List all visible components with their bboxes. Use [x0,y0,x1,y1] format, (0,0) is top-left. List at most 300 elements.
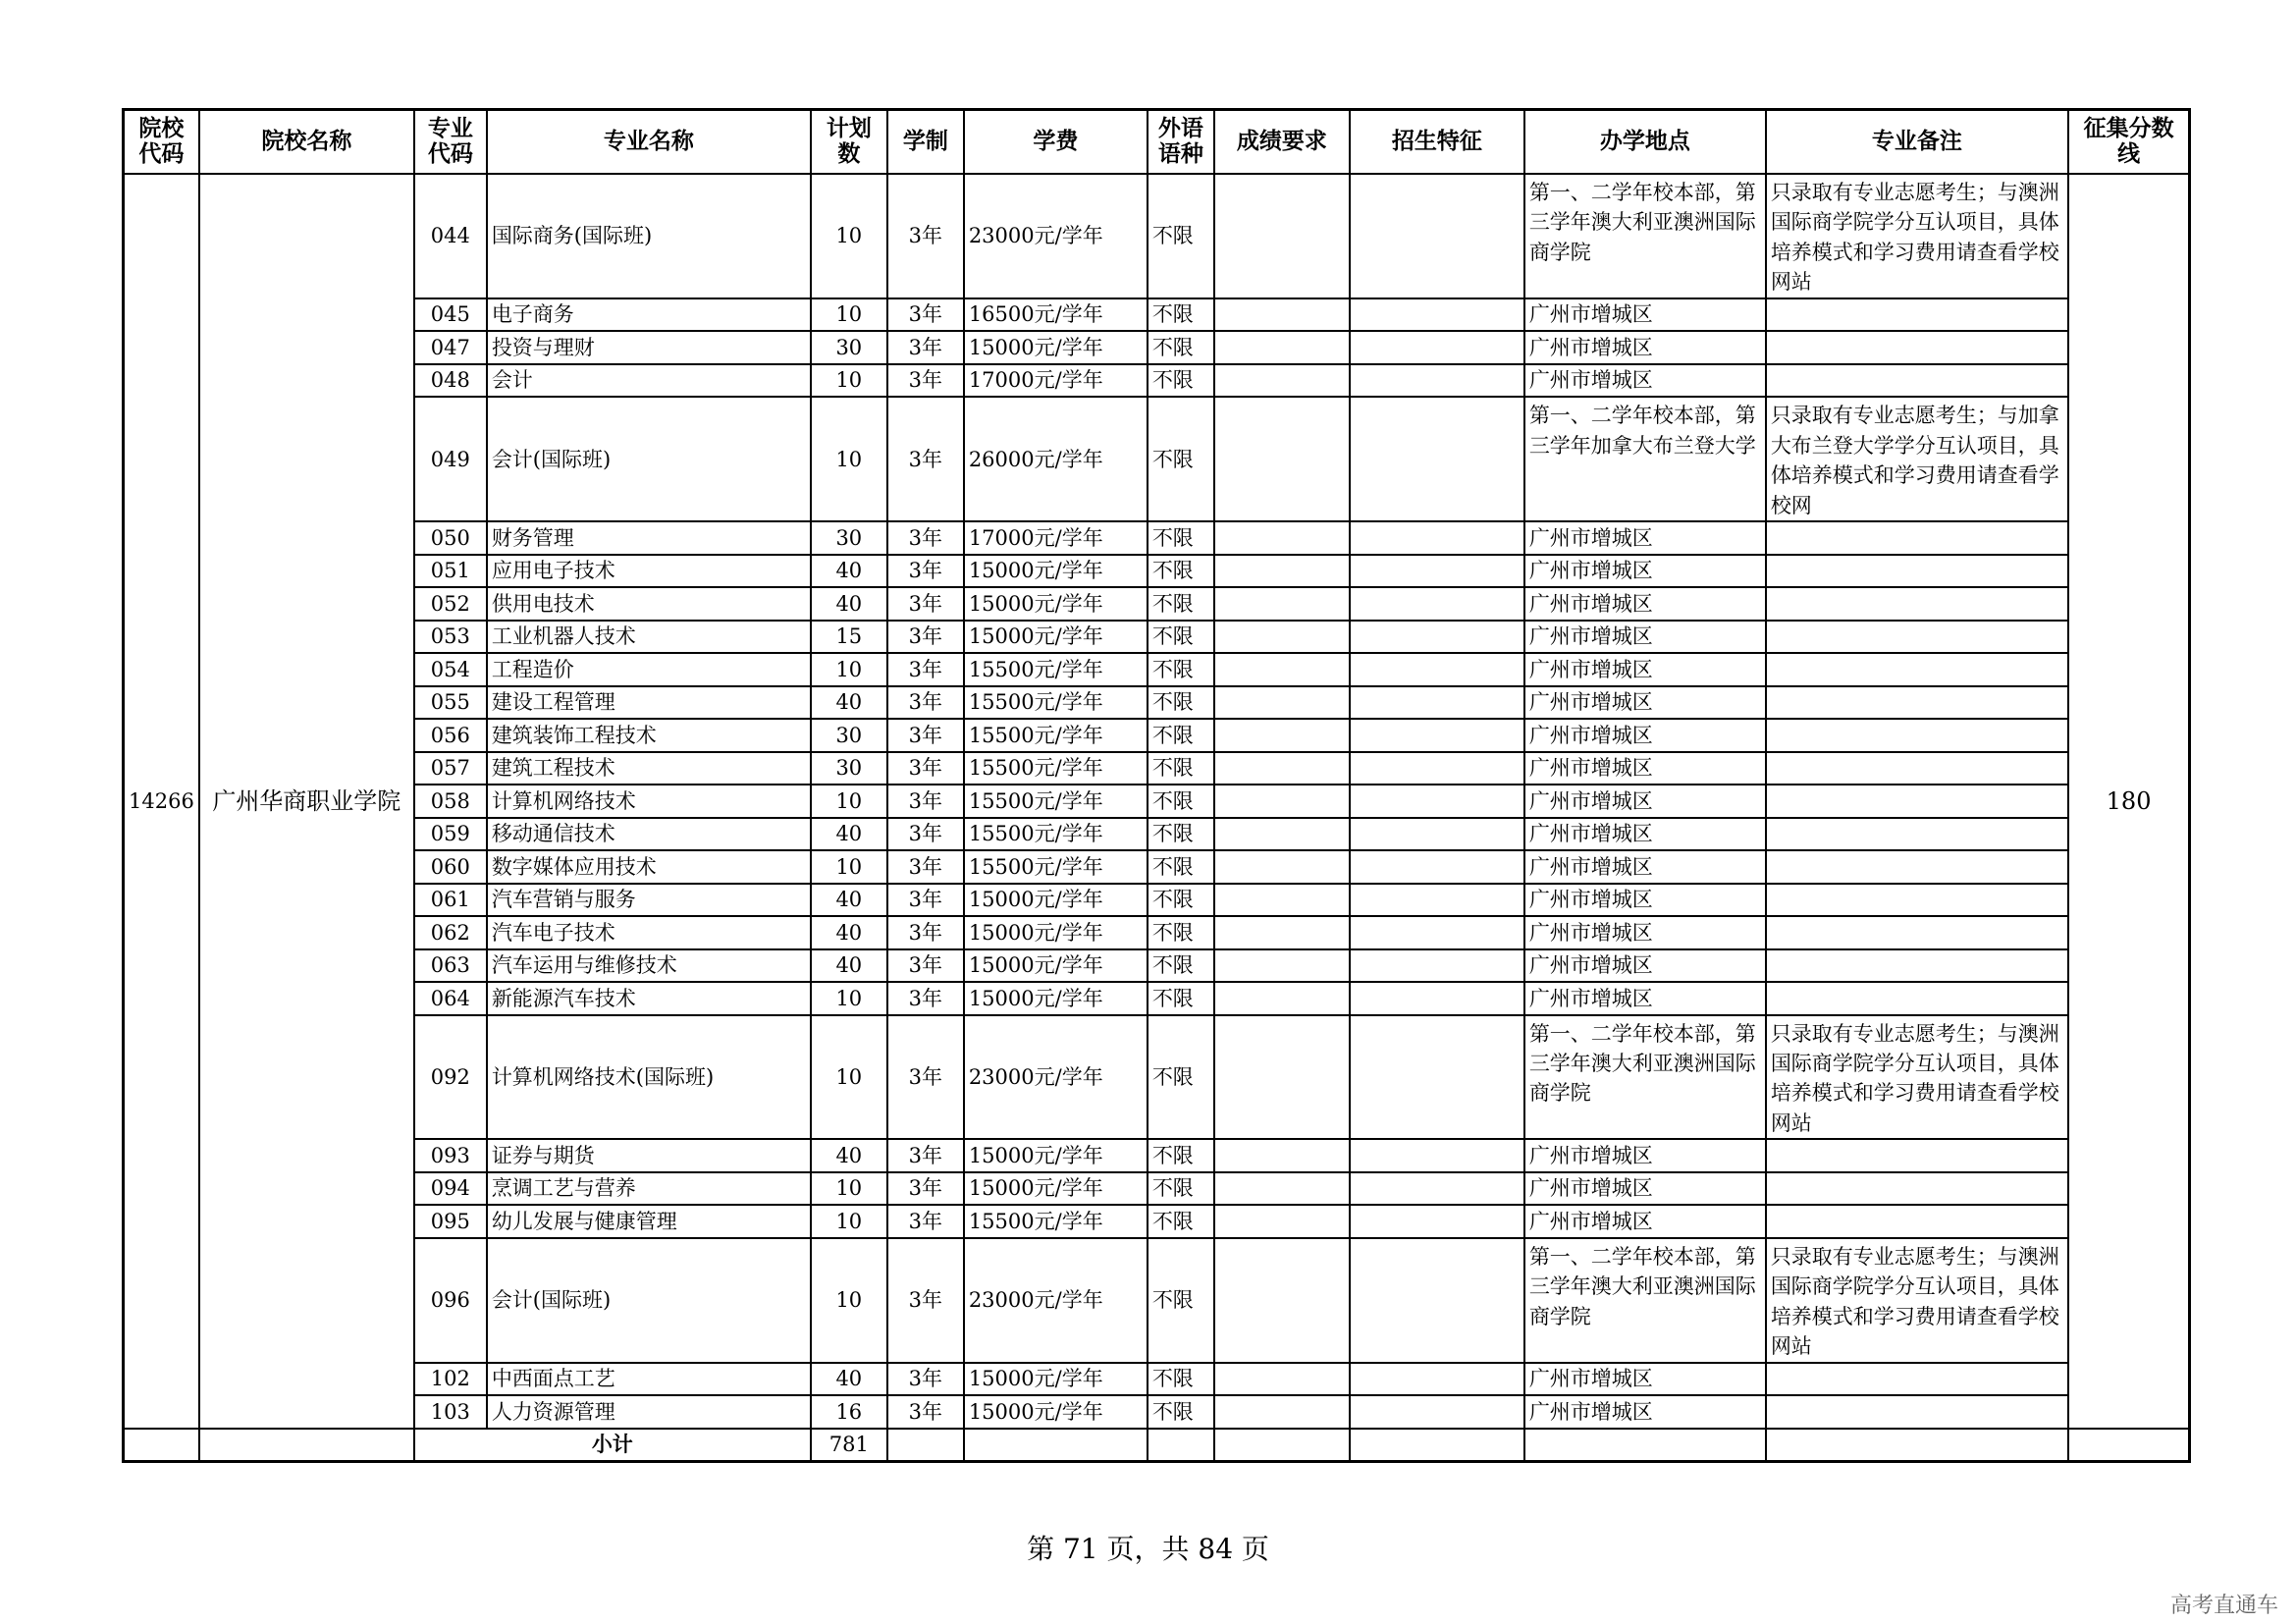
major-name-cell: 新能源汽车技术 [487,982,811,1015]
major-code-cell: 047 [414,331,487,364]
features-cell [1350,785,1524,818]
table-row [124,884,2190,917]
duration-cell: 3年 [887,818,964,851]
subtotal-blank [887,1429,964,1462]
tuition-cell: 17000元/学年 [964,364,1148,398]
plan-cell: 40 [811,818,887,851]
tuition-cell: 15500元/学年 [964,785,1148,818]
location-cell: 广州市增城区 [1524,818,1766,851]
tuition-cell: 15500元/学年 [964,818,1148,851]
remarks-cell: 只录取有专业志愿考生；与加拿大布兰登大学学分互认项目，具体培养模式和学习费用请查看学校网 [1766,397,2068,521]
table-row [124,555,2190,588]
language-cell: 不限 [1148,1363,1214,1396]
language-cell: 不限 [1148,1395,1214,1429]
tuition-cell: 15500元/学年 [964,653,1148,686]
language-cell: 不限 [1148,1205,1214,1238]
table-row [124,521,2190,555]
remarks-cell [1766,587,2068,621]
duration-cell: 3年 [887,785,964,818]
header-school-code: 院校代码 [124,110,199,175]
language-cell: 不限 [1148,1172,1214,1206]
remarks-cell [1766,653,2068,686]
major-code-cell: 057 [414,752,487,785]
duration-cell: 3年 [887,1172,964,1206]
language-cell: 不限 [1148,752,1214,785]
tuition-cell: 15000元/学年 [964,916,1148,949]
subtotal-row [124,1429,2190,1462]
score-req-cell [1214,1172,1350,1206]
major-name-cell: 建筑装饰工程技术 [487,719,811,752]
subtotal-blank [1148,1429,1214,1462]
location-cell: 广州市增城区 [1524,587,1766,621]
features-cell [1350,1172,1524,1206]
language-cell: 不限 [1148,719,1214,752]
table-row [124,397,2190,521]
plan-cell: 10 [811,982,887,1015]
major-name-cell: 供用电技术 [487,587,811,621]
remarks-cell [1766,949,2068,983]
location-cell: 广州市增城区 [1524,331,1766,364]
major-name-cell: 幼儿发展与健康管理 [487,1205,811,1238]
subtotal-label: 小计 [414,1429,811,1462]
location-cell: 广州市增城区 [1524,884,1766,917]
remarks-cell [1766,1205,2068,1238]
remarks-cell [1766,555,2068,588]
table-row [124,1015,2190,1140]
location-cell: 第一、二学年校本部，第三学年澳大利亚澳洲国际商学院 [1524,174,1766,298]
features-cell [1350,850,1524,884]
score-req-cell [1214,174,1350,298]
table-row [124,850,2190,884]
duration-cell: 3年 [887,364,964,398]
features-cell [1350,884,1524,917]
subtotal-blank [2068,1429,2190,1462]
major-code-cell: 102 [414,1363,487,1396]
language-cell: 不限 [1148,397,1214,521]
location-cell: 第一、二学年校本部，第三学年澳大利亚澳洲国际商学院 [1524,1015,1766,1140]
header-tuition: 学费 [964,110,1148,175]
duration-cell: 3年 [887,298,964,332]
major-code-cell: 048 [414,364,487,398]
header-duration: 学制 [887,110,964,175]
location-cell: 广州市增城区 [1524,1172,1766,1206]
plan-cell: 40 [811,1139,887,1172]
major-name-cell: 投资与理财 [487,331,811,364]
major-name-cell: 证券与期货 [487,1139,811,1172]
table-row [124,752,2190,785]
remarks-cell: 只录取有专业志愿考生；与澳洲国际商学院学分互认项目，具体培养模式和学习费用请查看学校网站 [1766,174,2068,298]
score-req-cell [1214,752,1350,785]
features-cell [1350,949,1524,983]
table-row [124,818,2190,851]
plan-cell: 15 [811,621,887,654]
features-cell [1350,1238,1524,1363]
table-row [124,916,2190,949]
features-cell [1350,686,1524,720]
features-cell [1350,397,1524,521]
score-req-cell [1214,884,1350,917]
table-row [124,949,2190,983]
tuition-cell: 15500元/学年 [964,752,1148,785]
school-code-cell: 14266 [124,174,199,1429]
language-cell: 不限 [1148,521,1214,555]
remarks-cell [1766,818,2068,851]
language-cell: 不限 [1148,298,1214,332]
header-major-name: 专业名称 [487,110,811,175]
duration-cell: 3年 [887,521,964,555]
subtotal-blank [124,1429,199,1462]
features-cell [1350,1363,1524,1396]
major-name-cell: 国际商务(国际班) [487,174,811,298]
major-name-cell: 会计(国际班) [487,397,811,521]
tuition-cell: 15000元/学年 [964,982,1148,1015]
language-cell: 不限 [1148,653,1214,686]
score-req-cell [1214,686,1350,720]
features-cell [1350,982,1524,1015]
header-row [124,110,2190,175]
tuition-cell: 15000元/学年 [964,1139,1148,1172]
tuition-cell: 15000元/学年 [964,1363,1148,1396]
features-cell [1350,555,1524,588]
features-cell [1350,653,1524,686]
major-name-cell: 会计 [487,364,811,398]
language-cell: 不限 [1148,785,1214,818]
plan-cell: 10 [811,397,887,521]
duration-cell: 3年 [887,916,964,949]
plan-cell: 40 [811,949,887,983]
location-cell: 广州市增城区 [1524,949,1766,983]
tuition-cell: 23000元/学年 [964,1238,1148,1363]
language-cell: 不限 [1148,1139,1214,1172]
major-code-cell: 063 [414,949,487,983]
features-cell [1350,364,1524,398]
remarks-cell [1766,752,2068,785]
table-row [124,1395,2190,1429]
plan-cell: 10 [811,1172,887,1206]
school-name-cell: 广州华商职业学院 [199,174,414,1429]
score-req-cell [1214,331,1350,364]
header-major-code: 专业代码 [414,110,487,175]
duration-cell: 3年 [887,686,964,720]
remarks-cell [1766,686,2068,720]
plan-cell: 40 [811,555,887,588]
score-req-cell [1214,785,1350,818]
major-name-cell: 汽车电子技术 [487,916,811,949]
location-cell: 广州市增城区 [1524,555,1766,588]
table-row [124,331,2190,364]
location-cell: 广州市增城区 [1524,1205,1766,1238]
remarks-cell [1766,364,2068,398]
plan-cell: 30 [811,719,887,752]
location-cell: 广州市增城区 [1524,653,1766,686]
table-row [124,1172,2190,1206]
subtotal-blank [1350,1429,1524,1462]
cutoff-cell: 180 [2068,174,2190,1429]
major-code-cell: 051 [414,555,487,588]
score-req-cell [1214,982,1350,1015]
plan-cell: 10 [811,785,887,818]
score-req-cell [1214,587,1350,621]
remarks-cell [1766,850,2068,884]
major-code-cell: 095 [414,1205,487,1238]
plan-cell: 10 [811,653,887,686]
language-cell: 不限 [1148,555,1214,588]
remarks-cell: 只录取有专业志愿考生；与澳洲国际商学院学分互认项目，具体培养模式和学习费用请查看学校网站 [1766,1238,2068,1363]
subtotal-blank [199,1429,414,1462]
tuition-cell: 15000元/学年 [964,1172,1148,1206]
table-row [124,298,2190,332]
major-code-cell: 060 [414,850,487,884]
header-school-name: 院校名称 [199,110,414,175]
features-cell [1350,752,1524,785]
remarks-cell [1766,785,2068,818]
major-code-cell: 064 [414,982,487,1015]
score-req-cell [1214,653,1350,686]
major-name-cell: 中西面点工艺 [487,1363,811,1396]
major-name-cell: 应用电子技术 [487,555,811,588]
subtotal-blank [964,1429,1148,1462]
header-language: 外语语种 [1148,110,1214,175]
tuition-cell: 15000元/学年 [964,621,1148,654]
language-cell: 不限 [1148,850,1214,884]
major-code-cell: 058 [414,785,487,818]
major-name-cell: 汽车营销与服务 [487,884,811,917]
major-code-cell: 052 [414,587,487,621]
language-cell: 不限 [1148,916,1214,949]
major-name-cell: 烹调工艺与营养 [487,1172,811,1206]
subtotal-blank [1766,1429,2068,1462]
features-cell [1350,1205,1524,1238]
plan-cell: 40 [811,916,887,949]
score-req-cell [1214,1395,1350,1429]
location-cell: 第一、二学年校本部，第三学年澳大利亚澳洲国际商学院 [1524,1238,1766,1363]
duration-cell: 3年 [887,621,964,654]
header-location: 办学地点 [1524,110,1766,175]
tuition-cell: 15000元/学年 [964,949,1148,983]
location-cell: 广州市增城区 [1524,1395,1766,1429]
table-row [124,982,2190,1015]
plan-cell: 10 [811,298,887,332]
features-cell [1350,331,1524,364]
location-cell: 广州市增城区 [1524,1139,1766,1172]
major-code-cell: 103 [414,1395,487,1429]
language-cell: 不限 [1148,884,1214,917]
remarks-cell [1766,621,2068,654]
language-cell: 不限 [1148,1015,1214,1140]
brand-watermark: 高考直通车 [2169,1594,2278,1618]
header-remarks: 专业备注 [1766,110,2068,175]
remarks-cell: 只录取有专业志愿考生；与澳洲国际商学院学分互认项目，具体培养模式和学习费用请查看学校网站 [1766,1015,2068,1140]
duration-cell: 3年 [887,850,964,884]
language-cell: 不限 [1148,818,1214,851]
tuition-cell: 17000元/学年 [964,521,1148,555]
duration-cell: 3年 [887,884,964,917]
major-name-cell: 会计(国际班) [487,1238,811,1363]
table-row [124,1139,2190,1172]
location-cell: 广州市增城区 [1524,850,1766,884]
header-features: 招生特征 [1350,110,1524,175]
plan-cell: 30 [811,331,887,364]
remarks-cell [1766,916,2068,949]
remarks-cell [1766,1172,2068,1206]
score-req-cell [1214,1139,1350,1172]
plan-cell: 10 [811,174,887,298]
major-code-cell: 056 [414,719,487,752]
duration-cell: 3年 [887,587,964,621]
score-req-cell [1214,555,1350,588]
features-cell [1350,521,1524,555]
subtotal-blank [1214,1429,1350,1462]
major-code-cell: 092 [414,1015,487,1140]
location-cell: 广州市增城区 [1524,982,1766,1015]
duration-cell: 3年 [887,653,964,686]
remarks-cell [1766,1395,2068,1429]
remarks-cell [1766,982,2068,1015]
duration-cell: 3年 [887,1238,964,1363]
major-name-cell: 汽车运用与维修技术 [487,949,811,983]
plan-cell: 30 [811,521,887,555]
score-req-cell [1214,949,1350,983]
major-name-cell: 数字媒体应用技术 [487,850,811,884]
plan-cell: 10 [811,850,887,884]
major-code-cell: 062 [414,916,487,949]
header-cutoff: 征集分数线 [2068,110,2190,175]
major-name-cell: 建设工程管理 [487,686,811,720]
table-row [124,364,2190,398]
tuition-cell: 15500元/学年 [964,850,1148,884]
table-row [124,621,2190,654]
major-name-cell: 人力资源管理 [487,1395,811,1429]
language-cell: 不限 [1148,1238,1214,1363]
location-cell: 广州市增城区 [1524,621,1766,654]
duration-cell: 3年 [887,1139,964,1172]
tuition-cell: 23000元/学年 [964,174,1148,298]
subtotal-plan: 781 [811,1429,887,1462]
score-req-cell [1214,719,1350,752]
table-row [124,174,2190,298]
location-cell: 广州市增城区 [1524,364,1766,398]
tuition-cell: 26000元/学年 [964,397,1148,521]
tuition-cell: 15000元/学年 [964,1395,1148,1429]
remarks-cell [1766,298,2068,332]
admission-table [122,108,2191,1463]
score-req-cell [1214,916,1350,949]
language-cell: 不限 [1148,174,1214,298]
table-row [124,1238,2190,1363]
duration-cell: 3年 [887,1363,964,1396]
major-code-cell: 044 [414,174,487,298]
tuition-cell: 23000元/学年 [964,1015,1148,1140]
major-name-cell: 工程造价 [487,653,811,686]
features-cell [1350,1139,1524,1172]
plan-cell: 30 [811,752,887,785]
plan-cell: 40 [811,587,887,621]
score-req-cell [1214,397,1350,521]
major-code-cell: 093 [414,1139,487,1172]
major-code-cell: 049 [414,397,487,521]
features-cell [1350,1015,1524,1140]
major-code-cell: 059 [414,818,487,851]
score-req-cell [1214,850,1350,884]
major-code-cell: 055 [414,686,487,720]
tuition-cell: 15500元/学年 [964,686,1148,720]
location-cell: 广州市增城区 [1524,298,1766,332]
location-cell: 广州市增城区 [1524,719,1766,752]
location-cell: 广州市增城区 [1524,521,1766,555]
language-cell: 不限 [1148,621,1214,654]
header-plan: 计划数 [811,110,887,175]
plan-cell: 40 [811,884,887,917]
plan-cell: 10 [811,364,887,398]
major-name-cell: 财务管理 [487,521,811,555]
major-name-cell: 计算机网络技术 [487,785,811,818]
duration-cell: 3年 [887,555,964,588]
duration-cell: 3年 [887,331,964,364]
score-req-cell [1214,621,1350,654]
plan-cell: 10 [811,1015,887,1140]
features-cell [1350,719,1524,752]
score-req-cell [1214,1363,1350,1396]
language-cell: 不限 [1148,949,1214,983]
duration-cell: 3年 [887,949,964,983]
major-name-cell: 计算机网络技术(国际班) [487,1015,811,1140]
header-score-req: 成绩要求 [1214,110,1350,175]
major-code-cell: 096 [414,1238,487,1363]
subtotal-blank [1524,1429,1766,1462]
remarks-cell [1766,331,2068,364]
remarks-cell [1766,719,2068,752]
tuition-cell: 15000元/学年 [964,555,1148,588]
table-row [124,653,2190,686]
location-cell: 广州市增城区 [1524,785,1766,818]
language-cell: 不限 [1148,982,1214,1015]
table-row [124,1205,2190,1238]
major-name-cell: 工业机器人技术 [487,621,811,654]
tuition-cell: 16500元/学年 [964,298,1148,332]
tuition-cell: 15000元/学年 [964,331,1148,364]
features-cell [1350,621,1524,654]
major-code-cell: 054 [414,653,487,686]
major-code-cell: 050 [414,521,487,555]
tuition-cell: 15000元/学年 [964,587,1148,621]
table-row [124,686,2190,720]
location-cell: 广州市增城区 [1524,916,1766,949]
score-req-cell [1214,1238,1350,1363]
plan-cell: 40 [811,1363,887,1396]
score-req-cell [1214,521,1350,555]
location-cell: 广州市增城区 [1524,752,1766,785]
table-row [124,719,2190,752]
features-cell [1350,1395,1524,1429]
score-req-cell [1214,364,1350,398]
language-cell: 不限 [1148,364,1214,398]
duration-cell: 3年 [887,1395,964,1429]
location-cell: 第一、二学年校本部，第三学年加拿大布兰登大学 [1524,397,1766,521]
table-row [124,1363,2190,1396]
location-cell: 广州市增城区 [1524,686,1766,720]
duration-cell: 3年 [887,174,964,298]
plan-cell: 16 [811,1395,887,1429]
features-cell [1350,174,1524,298]
major-name-cell: 移动通信技术 [487,818,811,851]
major-code-cell: 053 [414,621,487,654]
duration-cell: 3年 [887,1205,964,1238]
major-code-cell: 061 [414,884,487,917]
tuition-cell: 15000元/学年 [964,884,1148,917]
table-row [124,785,2190,818]
duration-cell: 3年 [887,1015,964,1140]
plan-cell: 40 [811,686,887,720]
